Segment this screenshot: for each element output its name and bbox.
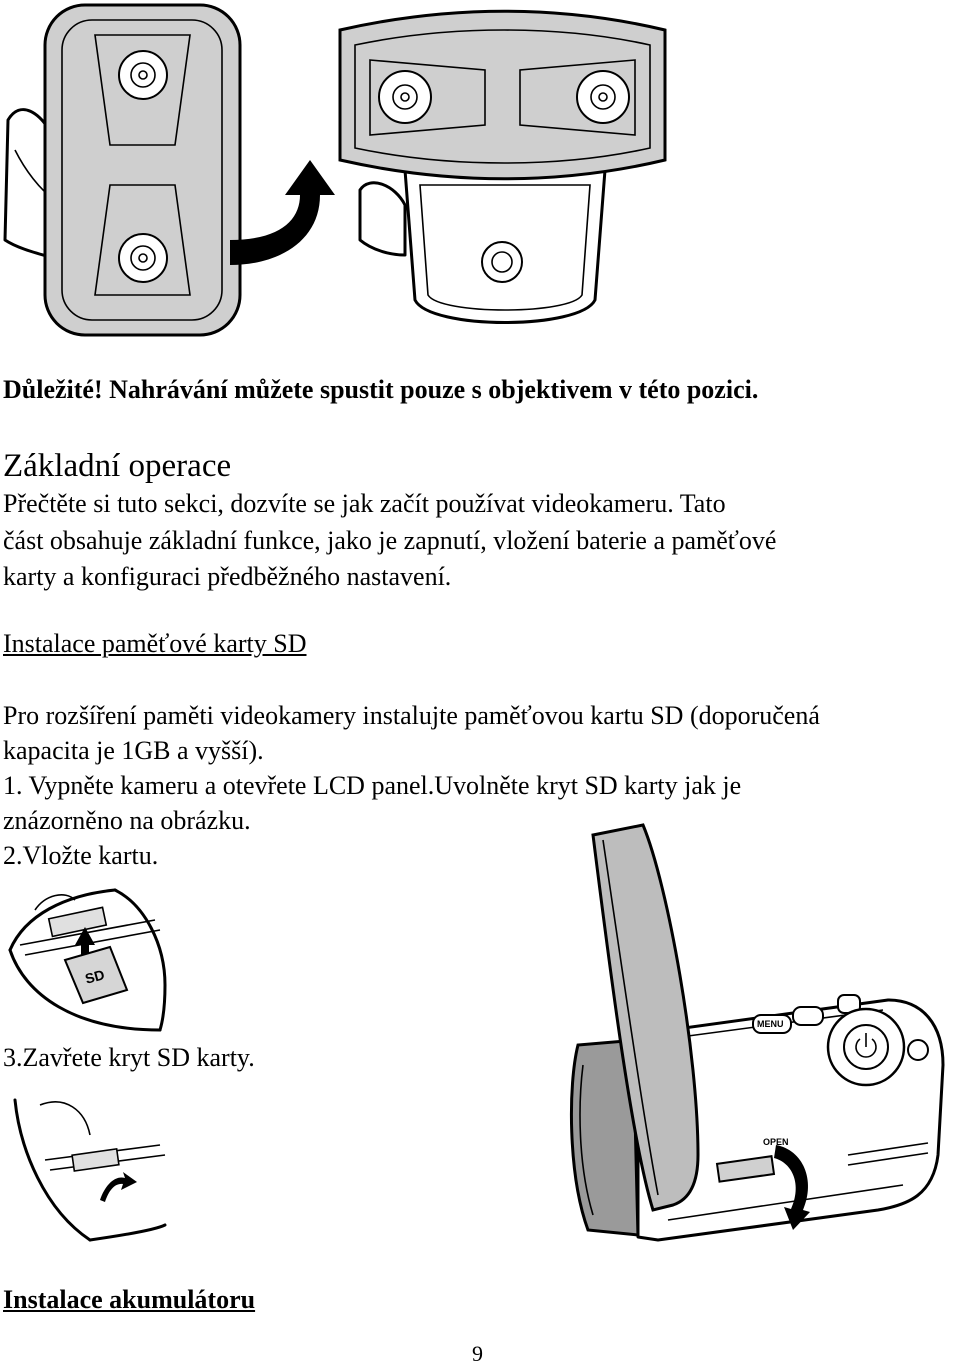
section-sd-title: Instalace paměťové karty SD: [3, 629, 307, 658]
camera-open-lcd-illustration: [548, 825, 948, 1250]
section-basic-line: Přečtěte si tuto sekci, dozvíte se jak začít používat videokameru. Tato: [3, 489, 726, 518]
important-notice: Důležité! Nahrávání můžete spustit pouze s objektivem v této pozici.: [3, 375, 759, 404]
sd-close-illustration: [5, 1090, 170, 1245]
section-basic-line: část obsahuje základní funkce, jako je zapnutí, vložení baterie a paměťové: [3, 526, 777, 555]
section-sd-line: 1. Vypněte kameru a otevřete LCD panel.Uvolněte kryt SD karty jak je: [3, 771, 742, 800]
sd-insert-illustration: [5, 885, 170, 1035]
section-battery-title: Instalace akumulátoru: [3, 1285, 256, 1314]
section-sd-line: znázorněno na obrázku.: [3, 806, 251, 835]
section-sd-line: 2.Vložte kartu.: [3, 841, 159, 870]
section-basic-line: karty a konfiguraci předběžného nastavení.: [3, 562, 452, 591]
open-label: OPEN: [763, 1137, 789, 1147]
lens-rotation-illustration: [0, 0, 960, 345]
sd-card-label: SD: [83, 966, 107, 987]
section-sd-line: Pro rozšíření paměti videokamery instalujte paměťovou kartu SD (doporučená: [3, 701, 820, 730]
menu-label: MENU: [757, 1019, 784, 1029]
page-number: 9: [472, 1341, 483, 1366]
section-basic-title: Základní operace: [3, 448, 232, 484]
step-3-text: 3.Zavřete kryt SD karty.: [3, 1043, 255, 1072]
section-sd-line: kapacita je 1GB a vyšší).: [3, 736, 264, 765]
